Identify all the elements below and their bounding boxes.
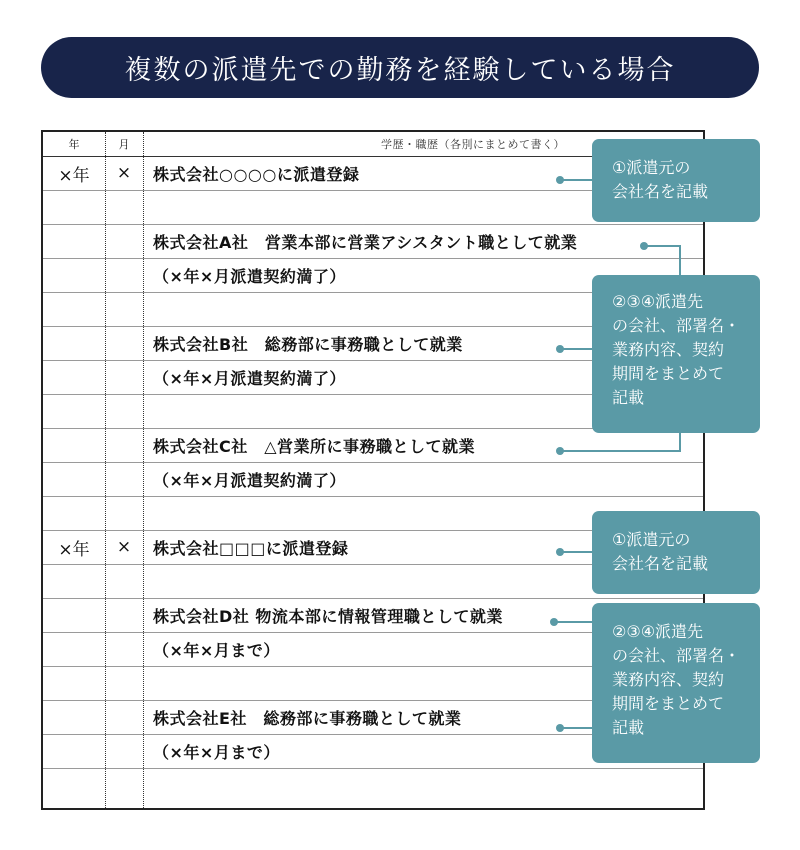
row-year [43, 190, 105, 224]
row-text: （×年×月派遣契約満了） [153, 470, 346, 490]
row-month [105, 632, 143, 666]
row-text: 株式会社□□□に派遣登録 [153, 538, 349, 558]
table-row [43, 462, 703, 497]
table-row [43, 768, 703, 802]
row-month: × [116, 537, 132, 557]
connector-line [679, 245, 681, 275]
row-year [43, 734, 105, 768]
connector-line [560, 727, 592, 729]
connector-line [560, 179, 592, 181]
row-month [105, 360, 143, 394]
callout-dispatch-destination-2 [592, 603, 760, 763]
row-year [43, 666, 105, 700]
row-text: （×年×月派遣契約満了） [153, 266, 346, 286]
row-text: 株式会社E社 総務部に事務職として就業 [153, 708, 462, 728]
row-month [105, 224, 143, 258]
row-year [43, 326, 105, 360]
callout-line: 期間をまとめて [612, 364, 725, 383]
row-month [105, 462, 143, 496]
header-month: 月 [118, 138, 130, 151]
row-month [105, 292, 143, 326]
callout-dispatch-origin-1 [592, 139, 760, 222]
callout-line: 期間をまとめて [612, 694, 725, 713]
callout-line: ②③④派遣先 [612, 292, 704, 311]
row-month [105, 700, 143, 734]
callout-dispatch-origin-2 [592, 511, 760, 594]
connector-line [560, 450, 681, 452]
row-year: ×年 [58, 165, 90, 186]
row-month [105, 326, 143, 360]
callout-line: 記載 [612, 388, 645, 407]
header-year: 年 [68, 138, 80, 151]
row-year [43, 394, 105, 428]
callout-line: の会社、部署名・ [612, 316, 741, 335]
connector-line [644, 245, 681, 247]
row-year [43, 292, 105, 326]
row-month [105, 190, 143, 224]
callout-line: の会社、部署名・ [612, 646, 741, 665]
row-year [43, 258, 105, 292]
row-year [43, 224, 105, 258]
table-row [43, 224, 703, 259]
callout-line: ②③④派遣先 [612, 622, 704, 641]
row-text: （×年×月まで） [153, 742, 280, 762]
row-year [43, 564, 105, 598]
callout-line: 業務内容、契約 [612, 340, 725, 359]
row-text: 株式会社B社 総務部に事務職として就業 [153, 334, 463, 354]
row-month [105, 768, 143, 802]
callout-line: ①派遣元の [612, 158, 691, 177]
row-year: ×年 [58, 539, 90, 560]
row-year [43, 496, 105, 530]
callout-line: 会社名を記載 [612, 182, 709, 201]
row-year [43, 360, 105, 394]
row-month [105, 598, 143, 632]
row-year [43, 632, 105, 666]
row-month [105, 666, 143, 700]
connector-line [560, 348, 592, 350]
connector-line [560, 551, 592, 553]
header-history: 学歴・職歴（各別にまとめて書く） [381, 138, 565, 151]
callout-line: ①派遣元の [612, 530, 691, 549]
row-year [43, 462, 105, 496]
row-text: 株式会社A社 営業本部に営業アシスタント職として就業 [153, 232, 578, 252]
page-title: 複数の派遣先での勤務を経験している場合 [41, 37, 759, 98]
row-text: （×年×月まで） [153, 640, 280, 660]
row-year [43, 428, 105, 462]
row-text: 株式会社○○○○に派遣登録 [153, 164, 360, 184]
row-text: （×年×月派遣契約満了） [153, 368, 346, 388]
table-row [43, 428, 703, 463]
row-month [105, 564, 143, 598]
callout-dispatch-destination-1 [592, 275, 760, 433]
row-year [43, 598, 105, 632]
row-month [105, 258, 143, 292]
row-month [105, 428, 143, 462]
row-month [105, 496, 143, 530]
callout-line: 会社名を記載 [612, 554, 709, 573]
row-month: × [116, 163, 132, 183]
row-month [105, 734, 143, 768]
row-month [105, 394, 143, 428]
connector-line [679, 432, 681, 452]
connector-line [554, 621, 592, 623]
callout-line: 記載 [612, 718, 645, 737]
row-text: 株式会社D社 物流本部に情報管理職として就業 [153, 606, 503, 626]
row-text: 株式会社C社 △営業所に事務職として就業 [153, 436, 476, 456]
callout-line: 業務内容、契約 [612, 670, 725, 689]
row-year [43, 700, 105, 734]
row-year [43, 768, 105, 802]
